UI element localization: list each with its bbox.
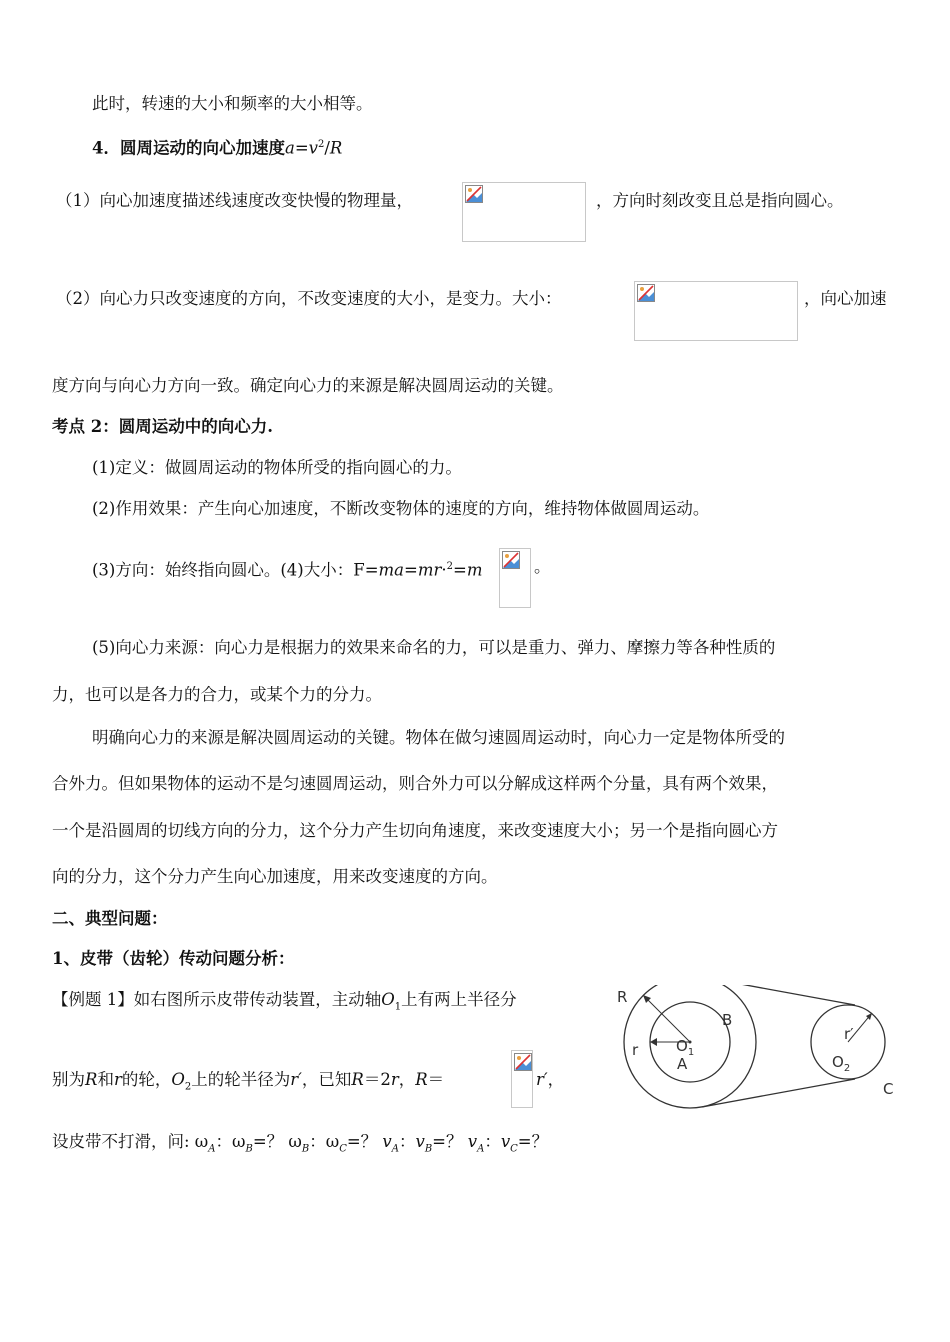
text-part: 的轮， (121, 1070, 172, 1089)
text-line: （2）向心力只改变速度的方向，不改变速度的大小，是变力。大小： (56, 289, 562, 308)
text-line (92, 555, 483, 583)
section-heading: 考点 2：圆周运动中的向心力. (52, 417, 273, 436)
text-part: 【例题 1】如右图所示皮带传动装置，主动轴 (52, 990, 382, 1009)
formula-part: R (415, 1070, 428, 1089)
text-part: 上有两上半径分 (401, 990, 517, 1009)
text-line (536, 1068, 564, 1092)
label-O1-sub: 1 (687, 1047, 695, 1058)
arrowhead (650, 1038, 657, 1046)
formula-part: v (467, 1132, 478, 1151)
formula-part: A (477, 1143, 485, 1155)
formula-part: r (113, 1070, 122, 1089)
belt-drive-diagram (610, 985, 900, 1115)
formula-part: B (301, 1143, 310, 1155)
formula-part: 2 (317, 139, 325, 150)
formula-part: a (284, 138, 295, 158)
text-part: ，已知 (301, 1070, 352, 1089)
broken-image-icon (637, 284, 655, 302)
text-part: 别为 (52, 1070, 85, 1089)
text-line: 合外力。但如果物体的运动不是匀速圆周运动，则合外力可以分解成这样两个分量，具有两个效果， (52, 774, 778, 793)
belt-bottom (702, 1079, 855, 1107)
label-A: A (677, 1055, 688, 1073)
label-R: R (617, 988, 628, 1006)
formula-part: ＝2 (363, 1070, 391, 1089)
text-part: =？ (517, 1132, 549, 1151)
text-line (52, 1130, 548, 1161)
text-part: 上的轮半径为 (191, 1070, 291, 1089)
formula-part: C (510, 1143, 518, 1155)
text-part: =？ ω (252, 1132, 302, 1151)
formula-part: 2 (184, 1081, 192, 1093)
broken-image-icon (514, 1053, 532, 1071)
formula-part: C (339, 1143, 347, 1155)
axis-o1 (689, 1041, 692, 1044)
formula-part: R (85, 1070, 98, 1089)
formula-part: v (415, 1132, 425, 1151)
text-line: 一个是沿圆周的切线方向的分力，这个分力产生切向角速度，来改变速度大小；另一个是指向圆心方 (52, 821, 778, 840)
text-part: ： (484, 1132, 501, 1151)
broken-image-icon (502, 551, 520, 569)
formula-part: O (171, 1070, 185, 1089)
formula-part: A (208, 1143, 216, 1155)
section-heading: 1、皮带（齿轮）传动问题分析： (52, 949, 295, 968)
text-line (52, 988, 517, 1019)
text-line: 力，也可以是各力的合力，或某个力的分力。 (52, 685, 382, 704)
formula-part: / (324, 138, 330, 158)
formula-part: r (390, 1070, 399, 1089)
formula-part: O (381, 990, 395, 1009)
text-part: =？ (432, 1132, 468, 1151)
text-line: 明确向心力的来源是解决圆周运动的关键。物体在做匀速圆周运动时，向心力一定是物体所受的 (92, 728, 785, 747)
text-part: ：ω (309, 1132, 340, 1151)
text-part: ， (547, 1070, 565, 1089)
text-part: (3)方向：始终指向圆心。(4)大小：F= (92, 560, 379, 580)
text-line: 此时，转速的大小和频率的大小相等。 (92, 94, 373, 113)
formula-part: ma (378, 560, 405, 580)
formula-part: v (382, 1132, 392, 1151)
formula-part: R (329, 138, 343, 158)
label-r-prime: r′ (844, 1025, 854, 1043)
formula-part: = (294, 138, 309, 158)
formula-part: B (245, 1143, 253, 1155)
formula-part: A (391, 1143, 399, 1155)
text-line: ，向心加速 (804, 289, 887, 308)
text-line: (1)定义：做圆周运动的物体所受的指向圆心的力。 (92, 458, 462, 477)
text-line: 度方向与向心力方向一致。确定向心力的来源是解决圆周运动的关键。 (52, 376, 564, 395)
belt-top (702, 985, 855, 1005)
text-part: 和 (97, 1070, 114, 1089)
label-r: r (632, 1041, 639, 1059)
image-placeholder (499, 548, 531, 608)
label-O2 (832, 1053, 850, 1074)
label-O2-text: O (832, 1053, 844, 1071)
label-O2-sub: 2 (843, 1063, 851, 1074)
formula-part: 1 (394, 1001, 402, 1013)
image-placeholder (634, 281, 798, 341)
image-placeholder (511, 1050, 533, 1108)
label-O1-text: O (676, 1037, 688, 1055)
formula-part: B (424, 1143, 433, 1155)
text-part: ， (398, 1070, 416, 1089)
formula-part: 2 (446, 561, 454, 572)
text-line: 向的分力，这个分力产生向心加速度，用来改变速度的方向。 (52, 867, 498, 886)
section-heading: 二、典型问题： (52, 909, 168, 928)
label-C: C (883, 1080, 894, 1098)
text-line: 。 (534, 557, 551, 576)
formula-part: r′ (536, 1070, 548, 1089)
text-line: (5)向心力来源：向心力是根据力的效果来命名的力，可以是重力、弹力、摩擦力等各种性质的 (92, 638, 776, 657)
formula-part: ＝ (427, 1070, 445, 1089)
formula-part: mr (417, 560, 442, 580)
formula-part: m (466, 560, 483, 580)
formula-part: r′ (290, 1070, 302, 1089)
text-line: （1）向心加速度描述线速度改变快慢的物理量， (56, 191, 413, 210)
formula-part: · (441, 560, 447, 580)
formula-part: v (308, 138, 318, 158)
text-part: =？ (346, 1132, 383, 1151)
formula-part: = (453, 560, 467, 580)
text-part: ： (398, 1132, 416, 1151)
image-placeholder (462, 182, 586, 242)
broken-image-icon (465, 185, 483, 203)
heading-text: 4．圆周运动的向心加速度 (92, 138, 285, 158)
text-line: (2)作用效果：产生向心加速度，不断改变物体的速度的方向，维持物体做圆周运动。 (92, 499, 710, 518)
text-line: ，方向时刻改变且总是指向圆心。 (596, 191, 844, 210)
formula-part: = (404, 560, 418, 580)
text-part: 设皮带不打滑，问: ω (52, 1132, 209, 1151)
formula-part: R (351, 1070, 364, 1089)
formula-part: v (500, 1132, 511, 1151)
section-heading (92, 133, 342, 161)
label-B: B (722, 1011, 733, 1029)
text-line (52, 1068, 444, 1099)
text-part: ：ω (215, 1132, 246, 1151)
